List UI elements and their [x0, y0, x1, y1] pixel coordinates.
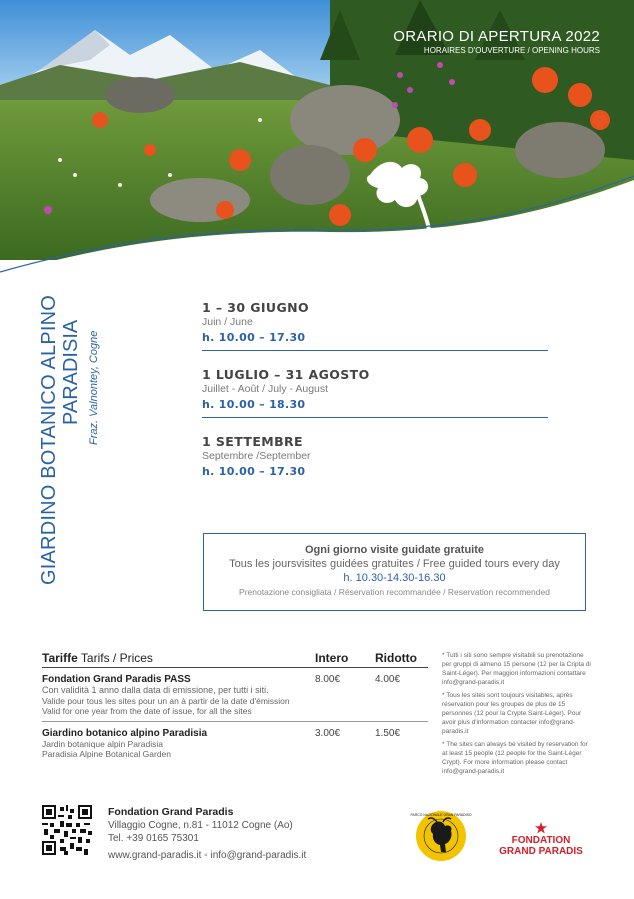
contact-address: Villaggio Cogne, n.81 - 11012 Cogne (Ao) [108, 820, 293, 831]
tariff-desc: Con validità 1 anno dalla data di emissione, per tutti i siti. [42, 685, 269, 695]
star-icon [534, 822, 548, 834]
garden-name-line1: GIARDINO BOTANICO ALPINO [38, 294, 60, 585]
col-full-price: Intero [315, 651, 349, 665]
tariff-desc: Valid for one year from the date of issue, for all the sites [42, 706, 252, 716]
footnotes [442, 651, 592, 780]
tariff-desc: Paradisia Alpine Botanical Garden [42, 749, 171, 759]
schedule-block-june [202, 300, 548, 351]
contact-web[interactable]: www.grand-paradis.it ◦ info@grand-paradis.it [108, 850, 307, 861]
page-subtitle: HORAIRES D'OUVERTURE / OPENING HOURS [423, 46, 600, 55]
tariffs-header-bold: Tariffe [42, 651, 78, 665]
tariffs-header-row [42, 651, 428, 668]
schedule-hours: h. 10.00 – 17.30 [202, 465, 306, 478]
tariff-name: Fondation Grand Paradis PASS [42, 674, 191, 685]
tours-title: Ogni giorno visite guidate gratuite [304, 544, 485, 556]
footnote-it: * Tutti i siti sono sempre visitabili su prenotazione per gruppi di almeno 15 persone (12 per la Cripta di Saint-Léger). Per maggiori informazioni contattare info@grand-paradis.it [442, 652, 591, 686]
schedule-translation: Juin / June [202, 316, 253, 328]
schedule-period: 1 – 30 GIUGNO [202, 300, 310, 315]
schedule-hours: h. 10.00 – 18.30 [202, 398, 306, 411]
park-logo-text: PARCO NAZIONALE GRAN PARADISO [410, 812, 472, 817]
tariff-reduced: 1.50€ [375, 727, 401, 739]
footnote-en: * The sites can always be visited by reservation for at least 15 people (12 people for the Saint-Léger Crypt). For more information please contact info@grand-paradis.it [442, 741, 588, 775]
tariff-full: 3.00€ [315, 727, 341, 739]
garden-location: Fraz. Valnontey, Cogne [88, 330, 100, 445]
table-row [42, 722, 428, 764]
footnote-fr: * Tous les sites sont toujours visitables, après réservation pour les groupes de plus de 15 personnes (12 pour la Crypte Saint-Léger). Pour avoir plus d'information contacter info@grand-paradis.it [442, 692, 582, 735]
tours-booking: Prenotazione consigliata / Réservation recommandée / Reservation recommended [239, 587, 550, 597]
contact-phone[interactable]: Tel. +39 0165 75301 [108, 833, 199, 844]
tariff-name: Giardino botanico alpino Paradisia [42, 727, 208, 739]
col-reduced-price: Ridotto [375, 651, 417, 665]
schedule-hours: h. 10.00 – 17.30 [202, 331, 306, 344]
guided-tours-box [203, 533, 586, 611]
schedule-period: 1 SETTEMBRE [202, 434, 304, 449]
table-row [42, 668, 428, 722]
schedule-period: 1 LUGLIO – 31 AGOSTO [202, 367, 370, 382]
tariff-desc: Valide pour tous les sites pour un an à partir de la date d'émission [42, 695, 290, 706]
schedule-block-september [202, 434, 548, 478]
hero-title-block [393, 28, 600, 55]
contact-block [108, 806, 306, 861]
fondation-logo-line1: FONDATION [511, 835, 571, 846]
hero-photo [0, 0, 634, 300]
tours-translation: Tous les joursvisites guidées gratuites / Free guided tours every day [229, 558, 560, 570]
tariffs-header-rest: Tarifs / Prices [77, 651, 153, 665]
fondation-logo [492, 822, 590, 857]
schedule-translation: Juillet - Août / July - August [202, 383, 329, 395]
schedule-block-july-august [202, 367, 548, 418]
schedule-divider [202, 417, 548, 418]
tariffs-table [42, 651, 428, 764]
tariff-full: 8.00€ [315, 674, 341, 685]
page-title: ORARIO DI APERTURA 2022 [393, 28, 600, 45]
park-logo [410, 810, 472, 862]
contact-name: Fondation Grand Paradis [108, 806, 234, 818]
garden-title-vertical [38, 285, 100, 585]
schedule-translation: Septembre /September [202, 450, 311, 462]
tariffs-header-label [42, 651, 153, 665]
garden-name-line2: PARADISIA [60, 319, 82, 425]
qr-code[interactable] [42, 805, 92, 855]
tariff-desc: Jardin botanique alpin Paradisia [42, 738, 163, 749]
fondation-logo-line2: GRAND PARADIS [499, 846, 583, 857]
schedule-divider [202, 350, 548, 351]
tours-hours: h. 10.30-14.30-16.30 [343, 572, 446, 584]
tariff-reduced: 4.00€ [375, 674, 401, 685]
